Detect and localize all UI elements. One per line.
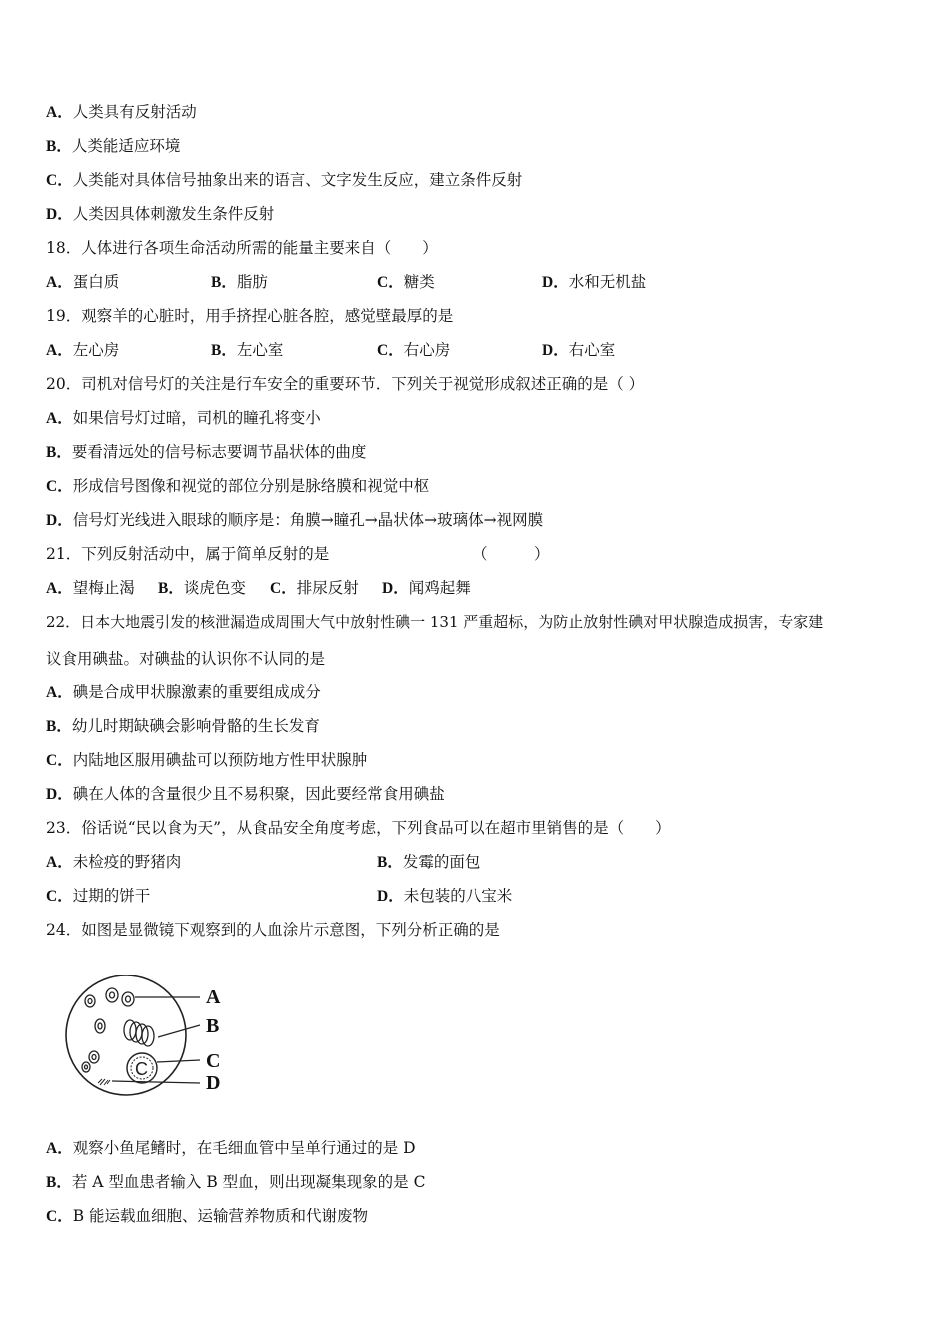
q23-option-a: A．未检疫的野猪肉 <box>46 853 182 871</box>
svg-text:C: C <box>135 1059 148 1079</box>
q20-option-d: D．信号灯光线进入眼球的顺序是：角膜→瞳孔→晶状体→玻璃体→视网膜 <box>46 511 544 529</box>
q18-options <box>46 272 906 292</box>
q20-option-b: B．要看清远处的信号标志要调节晶状体的曲度 <box>46 443 367 461</box>
q24-option-a: A．观察小鱼尾鳍时，在毛细血管中呈单行通过的是 D <box>46 1139 416 1157</box>
q18-option-b: B．脂肪 <box>211 273 268 291</box>
q23-options-row1 <box>46 852 906 872</box>
q23-options-row2 <box>46 886 906 906</box>
q17-option-d: D．人类因具体刺激发生条件反射 <box>46 205 275 223</box>
figure-label-d: D <box>206 1072 221 1094</box>
q19-stem: 19．观察羊的心脏时，用手挤捏心脏各腔，感觉壁最厚的是 <box>46 307 454 325</box>
figure-label-c: C <box>206 1050 221 1072</box>
q18-stem: 18．人体进行各项生命活动所需的能量主要来自（ ） <box>46 239 438 257</box>
q22-stem-line2: 议食用碘盐。对碘盐的认识你不认同的是 <box>46 650 326 668</box>
q21-stem: 21．下列反射活动中，属于简单反射的是 <box>46 545 330 563</box>
q21-answer-paren: （ ） <box>472 545 550 563</box>
q18-option-c: C．糖类 <box>377 273 435 291</box>
figure-label-b: B <box>206 1015 220 1037</box>
q21-stem-row <box>46 544 906 564</box>
q23-stem: 23．俗话说“民以食为天”，从食品安全角度考虑，下列食品可以在超市里销售的是（ ） <box>46 819 671 837</box>
blood-smear-figure <box>60 975 230 1100</box>
q23-option-b: B．发霉的面包 <box>377 853 481 871</box>
q19-option-d: D．右心室 <box>542 341 616 359</box>
q22-option-c: C．内陆地区服用碘盐可以预防地方性甲状腺肿 <box>46 751 368 769</box>
platelets <box>98 1079 110 1085</box>
q17-option-a: A．人类具有反射活动 <box>46 103 197 121</box>
figure-label-a: A <box>206 986 221 1008</box>
q21-option-d: D．闻鸡起舞 <box>382 579 471 597</box>
q19-option-c: C．右心房 <box>377 341 451 359</box>
q21-option-a: A．望梅止渴 <box>46 579 135 597</box>
white-blood-cell <box>127 1053 157 1083</box>
q20-stem: 20．司机对信号灯的关注是行车安全的重要环节．下列关于视觉形成叙述正确的是（ ） <box>46 375 645 393</box>
blood-smear-diagram <box>60 975 230 1100</box>
q18-option-a: A．蛋白质 <box>46 273 120 291</box>
q24-option-c: C．B 能运载血细胞、运输营养物质和代谢废物 <box>46 1207 369 1225</box>
q19-options <box>46 340 906 360</box>
q23-option-c: C．过期的饼干 <box>46 887 151 905</box>
q21-option-b: B．谈虎色变 <box>158 579 246 597</box>
q21-options <box>46 578 906 598</box>
q24-stem: 24．如图是显微镜下观察到的人血涂片示意图，下列分析正确的是 <box>46 921 500 939</box>
q17-option-b: B．人类能适应环境 <box>46 137 181 155</box>
q22-option-b: B．幼儿时期缺碘会影响骨骼的生长发育 <box>46 717 320 735</box>
q22-stem-line1: 22．日本大地震引发的核泄漏造成周围大气中放射性碘一 131 严重超标，为防止放射性碘对甲状腺造成损害，专家建 <box>46 613 824 631</box>
q22-option-d: D．碘在人体的含量很少且不易积聚，因此要经常食用碘盐 <box>46 785 445 803</box>
q17-option-c: C．人类能对具体信号抽象出来的语言、文字发生反应，建立条件反射 <box>46 171 523 189</box>
q19-option-b: B．左心室 <box>211 341 284 359</box>
pointer-lines <box>112 997 200 1083</box>
q19-option-a: A．左心房 <box>46 341 120 359</box>
q23-option-d: D．未包装的八宝米 <box>377 887 513 905</box>
q20-option-a: A．如果信号灯过暗，司机的瞳孔将变小 <box>46 409 321 427</box>
q20-option-c: C．形成信号图像和视觉的部位分别是脉络膜和视觉中枢 <box>46 477 430 495</box>
q22-option-a: A．碘是合成甲状腺激素的重要组成成分 <box>46 683 321 701</box>
q18-option-d: D．水和无机盐 <box>542 273 647 291</box>
q24-option-b: B．若 A 型血患者输入 B 型血，则出现凝集现象的是 C <box>46 1173 426 1191</box>
q21-option-c: C．排尿反射 <box>270 579 359 597</box>
